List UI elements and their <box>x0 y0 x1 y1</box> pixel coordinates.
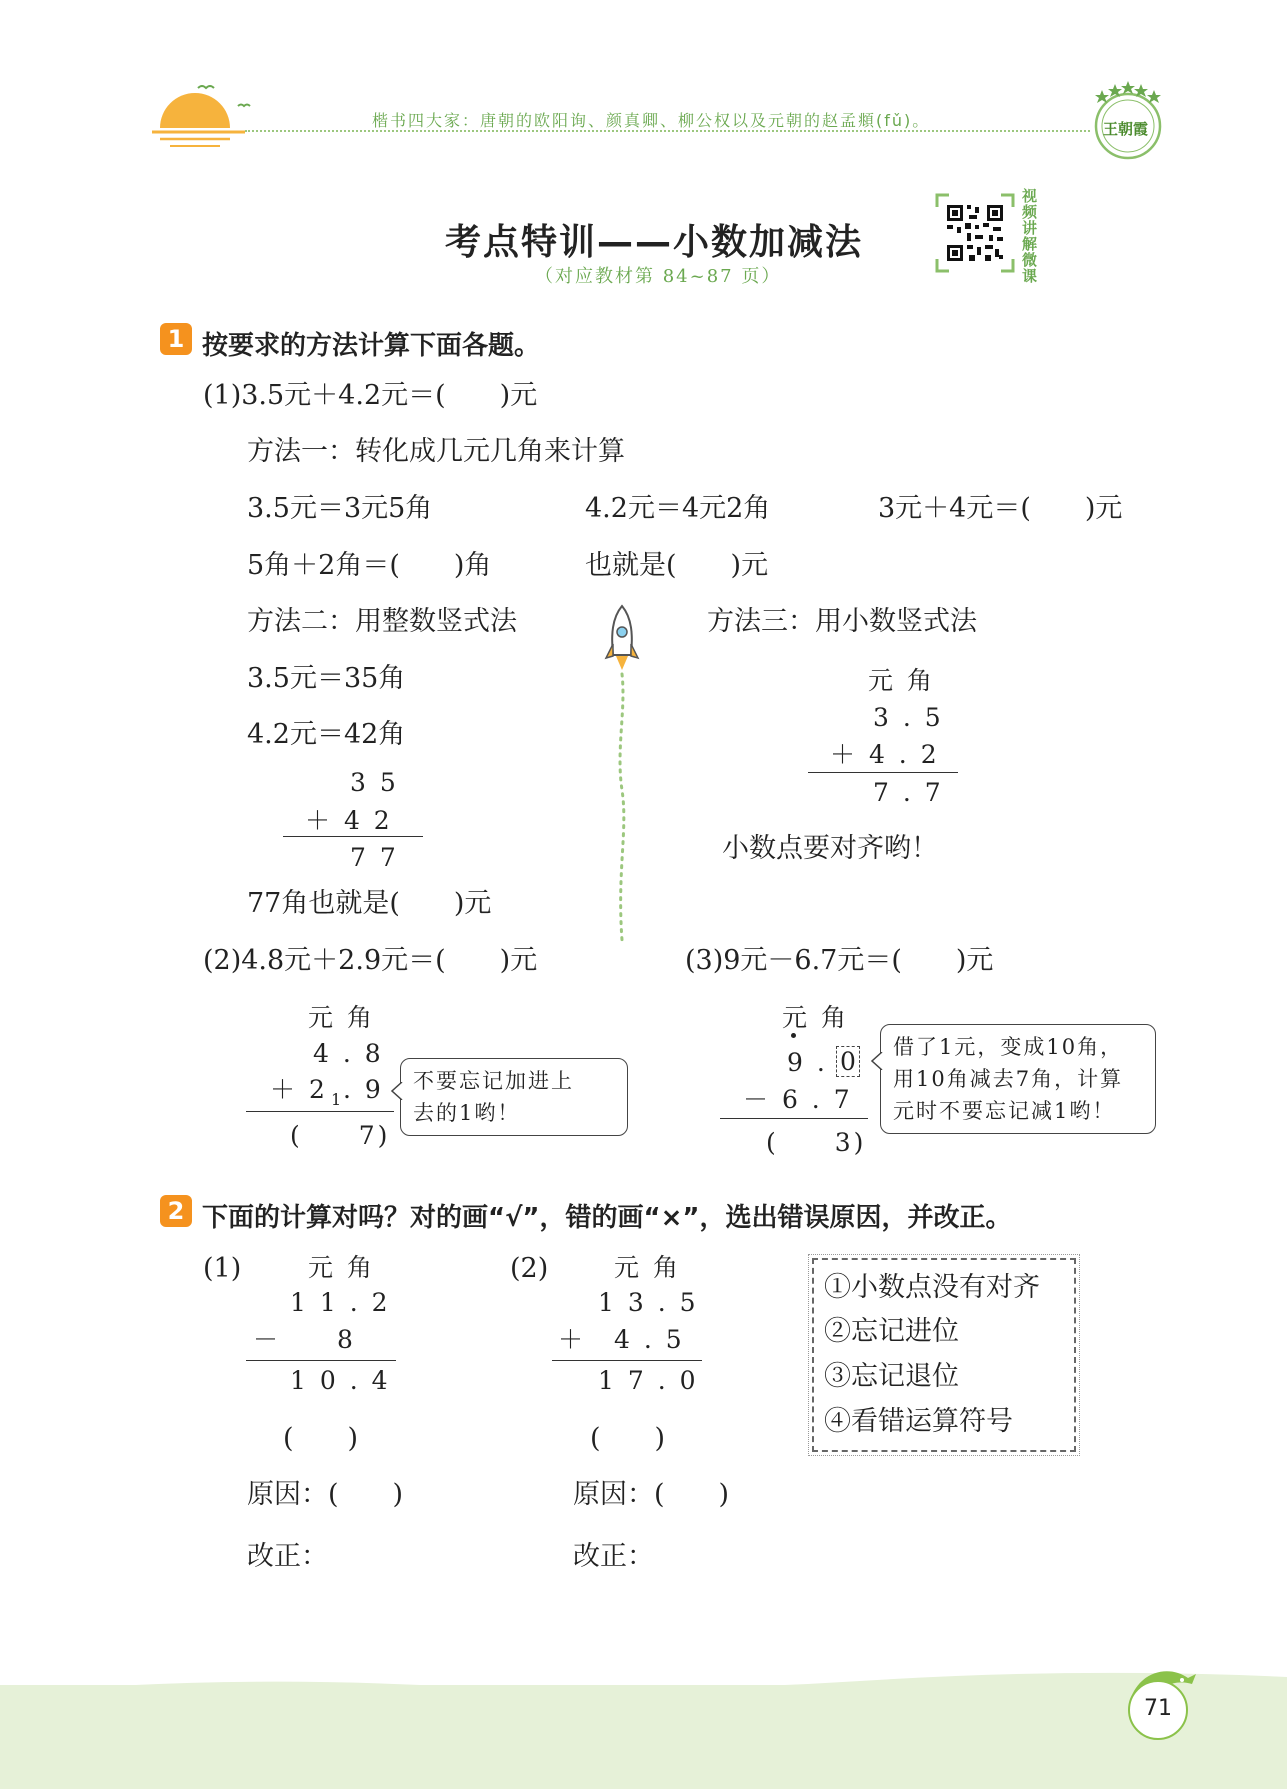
question-3-hint-line-2: 用10角减去7角，计算 <box>893 1067 1124 1091</box>
method-1-line-2a: 5角＋2角＝( )角 <box>247 550 492 581</box>
question-2-rule <box>246 1111 394 1112</box>
method-1-line-2b: 也就是( )元 <box>585 550 769 581</box>
bubble-pointer-icon <box>391 1082 403 1100</box>
question-2-carry: 1 <box>331 1090 342 1109</box>
problem-2-answer-blank[interactable]: ( ) <box>590 1423 666 1454</box>
problem-1-fix[interactable]: 改正： <box>247 1541 328 1572</box>
problem-2-label: (2) <box>510 1253 549 1284</box>
method-3-mid: ＋ 4 . 2 <box>830 740 940 769</box>
question-2-mid-a: ＋ 2 <box>270 1075 328 1104</box>
section-2-number: 2 <box>160 1195 192 1227</box>
problem-2-result: 1 7 . 0 <box>598 1366 699 1395</box>
question-2-top: 4 . 8 <box>313 1039 384 1068</box>
question-3-rule <box>720 1118 868 1119</box>
section-2-heading: 下面的计算对吗？对的画“√”，错的画“×”，选出错误原因，并改正。 <box>202 1203 1012 1233</box>
problem-2-reason[interactable]: 原因：( ) <box>573 1479 730 1510</box>
question-3-top-a: 9 . <box>787 1048 828 1077</box>
footer-band <box>0 1685 1287 1789</box>
error-reason-options <box>812 1258 1076 1452</box>
problem-1-top: 1 1 . 2 <box>290 1288 391 1317</box>
bubble-pointer-icon <box>871 1052 883 1070</box>
method-1-title: 方法一：转化成几元几角来计算 <box>247 436 625 467</box>
option-2: ②忘记进位 <box>824 1316 959 1347</box>
page-subtitle: （对应教材第 84~87 页） <box>535 266 782 287</box>
method-2-vertical-rule <box>283 836 423 837</box>
qr-code-icon[interactable] <box>935 193 1015 273</box>
question-2-mid-b: . 9 <box>343 1075 384 1104</box>
logo-text: 王朝霞 <box>1103 120 1149 138</box>
method-3-header: 元 角 <box>868 666 935 695</box>
question-3-mid: － 6 . 7 <box>743 1085 853 1114</box>
question-3-top-b: 0 <box>836 1046 860 1077</box>
problem-1-label: (1) <box>203 1253 242 1284</box>
problem-2-rule <box>552 1360 702 1361</box>
qr-label: 视频讲解微课 <box>1022 187 1038 285</box>
page-title: 考点特训——小数加减法 <box>445 222 864 263</box>
method-3-rule <box>808 772 958 773</box>
option-1: ①小数点没有对齐 <box>824 1272 1040 1303</box>
section-1-number: 1 <box>160 323 192 355</box>
method-2-line-1: 3.5元＝35角 <box>247 663 406 694</box>
problem-1-header: 元 角 <box>308 1253 375 1282</box>
method-1-line-1a: 3.5元＝3元5角 <box>247 493 433 524</box>
option-4: ④看错运算符号 <box>824 1406 1013 1437</box>
question-2-header: 元 角 <box>308 1003 375 1032</box>
method-2-vertical-result: 7 7 <box>350 843 399 872</box>
question-3-hint-bubble <box>880 1024 1156 1134</box>
problem-1-result: 1 0 . 4 <box>290 1366 391 1395</box>
problem-1-rule <box>246 1360 396 1361</box>
problem-2-header: 元 角 <box>614 1253 681 1282</box>
method-2-vertical-mid: ＋ 4 2 <box>305 806 393 835</box>
method-3-top: 3 . 5 <box>873 703 944 732</box>
page-number: 71 <box>1144 1696 1172 1721</box>
problem-1-answer-blank[interactable]: ( ) <box>283 1423 359 1454</box>
section-1-heading: 按要求的方法计算下面各题。 <box>202 331 541 361</box>
method-1-line-1c: 3元＋4元＝( )元 <box>878 493 1123 524</box>
question-2-result: ( 7) <box>290 1121 391 1150</box>
option-3: ③忘记退位 <box>824 1361 959 1392</box>
borrow-dot-icon <box>791 1033 796 1038</box>
question-2-hint-bubble <box>400 1058 628 1136</box>
question-3-hint-line-1: 借了1元，变成10角， <box>893 1035 1124 1059</box>
method-2-end: 77角也就是( )元 <box>247 888 492 919</box>
question-3-result: ( 3) <box>766 1128 867 1157</box>
question-3-hint-line-3: 元时不要忘记减1哟！ <box>893 1099 1116 1123</box>
method-3-result: 7 . 7 <box>873 778 944 807</box>
question-2-hint-line-1: 不要忘记加进上 <box>413 1069 574 1093</box>
method-3-note: 小数点要对齐哟！ <box>722 833 938 864</box>
method-2-vertical-top: 3 5 <box>350 768 399 797</box>
rocket-icon <box>600 600 645 945</box>
question-2: (2)4.8元＋2.9元＝( )元 <box>203 945 538 976</box>
method-2-title: 方法二：用整数竖式法 <box>247 606 517 637</box>
problem-2-top: 1 3 . 5 <box>598 1288 699 1317</box>
method-2-line-2: 4.2元＝42角 <box>247 719 406 750</box>
header-tip: 楷书四大家：唐朝的欧阳询、颜真卿、柳公权以及元朝的赵孟頫(fǔ)。 <box>372 111 931 130</box>
question-3: (3)9元－6.7元＝( )元 <box>685 945 994 976</box>
problem-1-reason[interactable]: 原因：( ) <box>247 1479 404 1510</box>
problem-2-fix[interactable]: 改正： <box>573 1541 654 1572</box>
question-3-header: 元 角 <box>782 1003 849 1032</box>
problem-2-mid: ＋ 4 . 5 <box>558 1325 685 1354</box>
sunset-icon <box>150 80 260 155</box>
footer-wave-icon <box>0 1655 1287 1695</box>
method-3-title: 方法三：用小数竖式法 <box>707 606 977 637</box>
question-1: (1)3.5元＋4.2元＝( )元 <box>203 380 538 411</box>
method-1-line-1b: 4.2元＝4元2角 <box>585 493 771 524</box>
problem-1-mid: － 8 <box>253 1325 356 1354</box>
question-2-hint-line-2: 去的1哟！ <box>413 1101 521 1125</box>
